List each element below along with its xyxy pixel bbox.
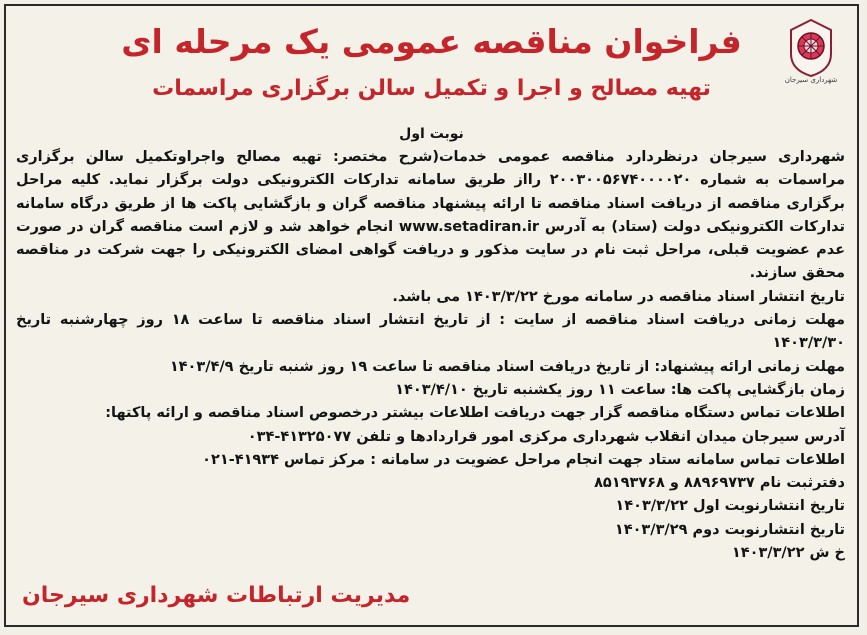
proposal-deadline-line: مهلت زمانی ارائه پیشنهاد: از تاریخ دریافت اسناد مناقصه تا ساعت ۱۹ روز شنبه تاریخ ۱۴۰۳/۴/۹ xyxy=(169,358,845,375)
reference-line: خ ش ۱۴۰۳/۳/۲۲ xyxy=(731,545,845,562)
setad-contact-line: اطلاعات تماس سامانه ستاد جهت انجام مراحل عضویت در سامانه : مرکز تماس ۴۱۹۳۴-۰۲۱ xyxy=(202,451,845,468)
address-line: آدرس سیرجان میدان انقلاب شهرداری مرکزی امور قراردادها و تلفن ۴۱۳۲۵۰۷۷-۰۳۴ xyxy=(247,428,845,445)
first-publish-line: تاریخ انتشارنوبت اول ۱۴۰۳/۳/۲۲ xyxy=(615,498,845,515)
opening-time-line: زمان بازگشایی پاکت ها: ساعت ۱۱ روز یکشنبه تاریخ ۱۴۰۳/۴/۱۰ xyxy=(395,381,845,398)
notice-frame xyxy=(4,4,859,627)
registration-office-line: دفترثبت نام ۸۸۹۶۹۷۳۷ و ۸۵۱۹۳۷۶۸ xyxy=(594,475,845,492)
footer-signature: مدیریت ارتباطات شهرداری سیرجان xyxy=(22,583,411,608)
municipality-logo-icon xyxy=(787,18,835,78)
second-publish-line: تاریخ انتشارنوبت دوم ۱۴۰۳/۳/۲۹ xyxy=(614,521,845,538)
notice-body xyxy=(16,146,845,565)
publish-date-line: تاریخ انتشار اسناد مناقصه در سامانه مورخ ۱۴۰۳/۳/۲۲ می باشد. xyxy=(392,288,845,305)
intro-paragraph: شهرداری سیرجان درنظردارد مناقصه عمومی خدمات(شرح مختصر: تهیه مصالح واجراوتکمیل سالن برگزاری مراسمات به شماره ۲۰۰۳۰۰۵۶۷۴۰۰۰۰۲۰ رااز طریق سامانه تدارکات الکترونیکی دولت برگزار نماید. کلیه مراحل برگزاری مناقصه از دریافت اسناد مناقصه تا ارائه پیشنهاد مناقصه گران و بازگشایی پاکت ها از طریق درگاه سامانه تدارکات الکترونیکی دولت (ستاد) به آدرس www.setadiran.ir انجام خواهد شد و لازم است مناقصه گران در صورت عدم عضویت قبلی، مراحل ثبت نام در سایت مذکور و دریافت گواهی امضای الکترونیکی را جهت شرکت در مناقصه محقق سازند. xyxy=(16,149,845,282)
document-deadline-line: مهلت زمانی دریافت اسناد مناقصه از سایت : از تاریخ انتشار اسناد مناقصه تا ساعت ۱۸ روز چهارشنبه تاریخ ۱۴۰۳/۳/۳۰ xyxy=(16,312,845,352)
notice-subtitle: تهیه مصالح و اجرا و تکمیل سالن برگزاری مراسمات xyxy=(152,76,711,101)
logo-caption: شهرداری سیرجان xyxy=(784,76,838,84)
notice-title: فراخوان مناقصه عمومی یک مرحله ای xyxy=(121,22,742,61)
contact-heading-line: اطلاعات تماس دستگاه مناقصه گزار جهت دریافت اطلاعات بیشتر درخصوص اسناد مناقصه و ارائه پاکتها: xyxy=(105,405,845,422)
round-label: نوبت اول xyxy=(399,126,464,142)
